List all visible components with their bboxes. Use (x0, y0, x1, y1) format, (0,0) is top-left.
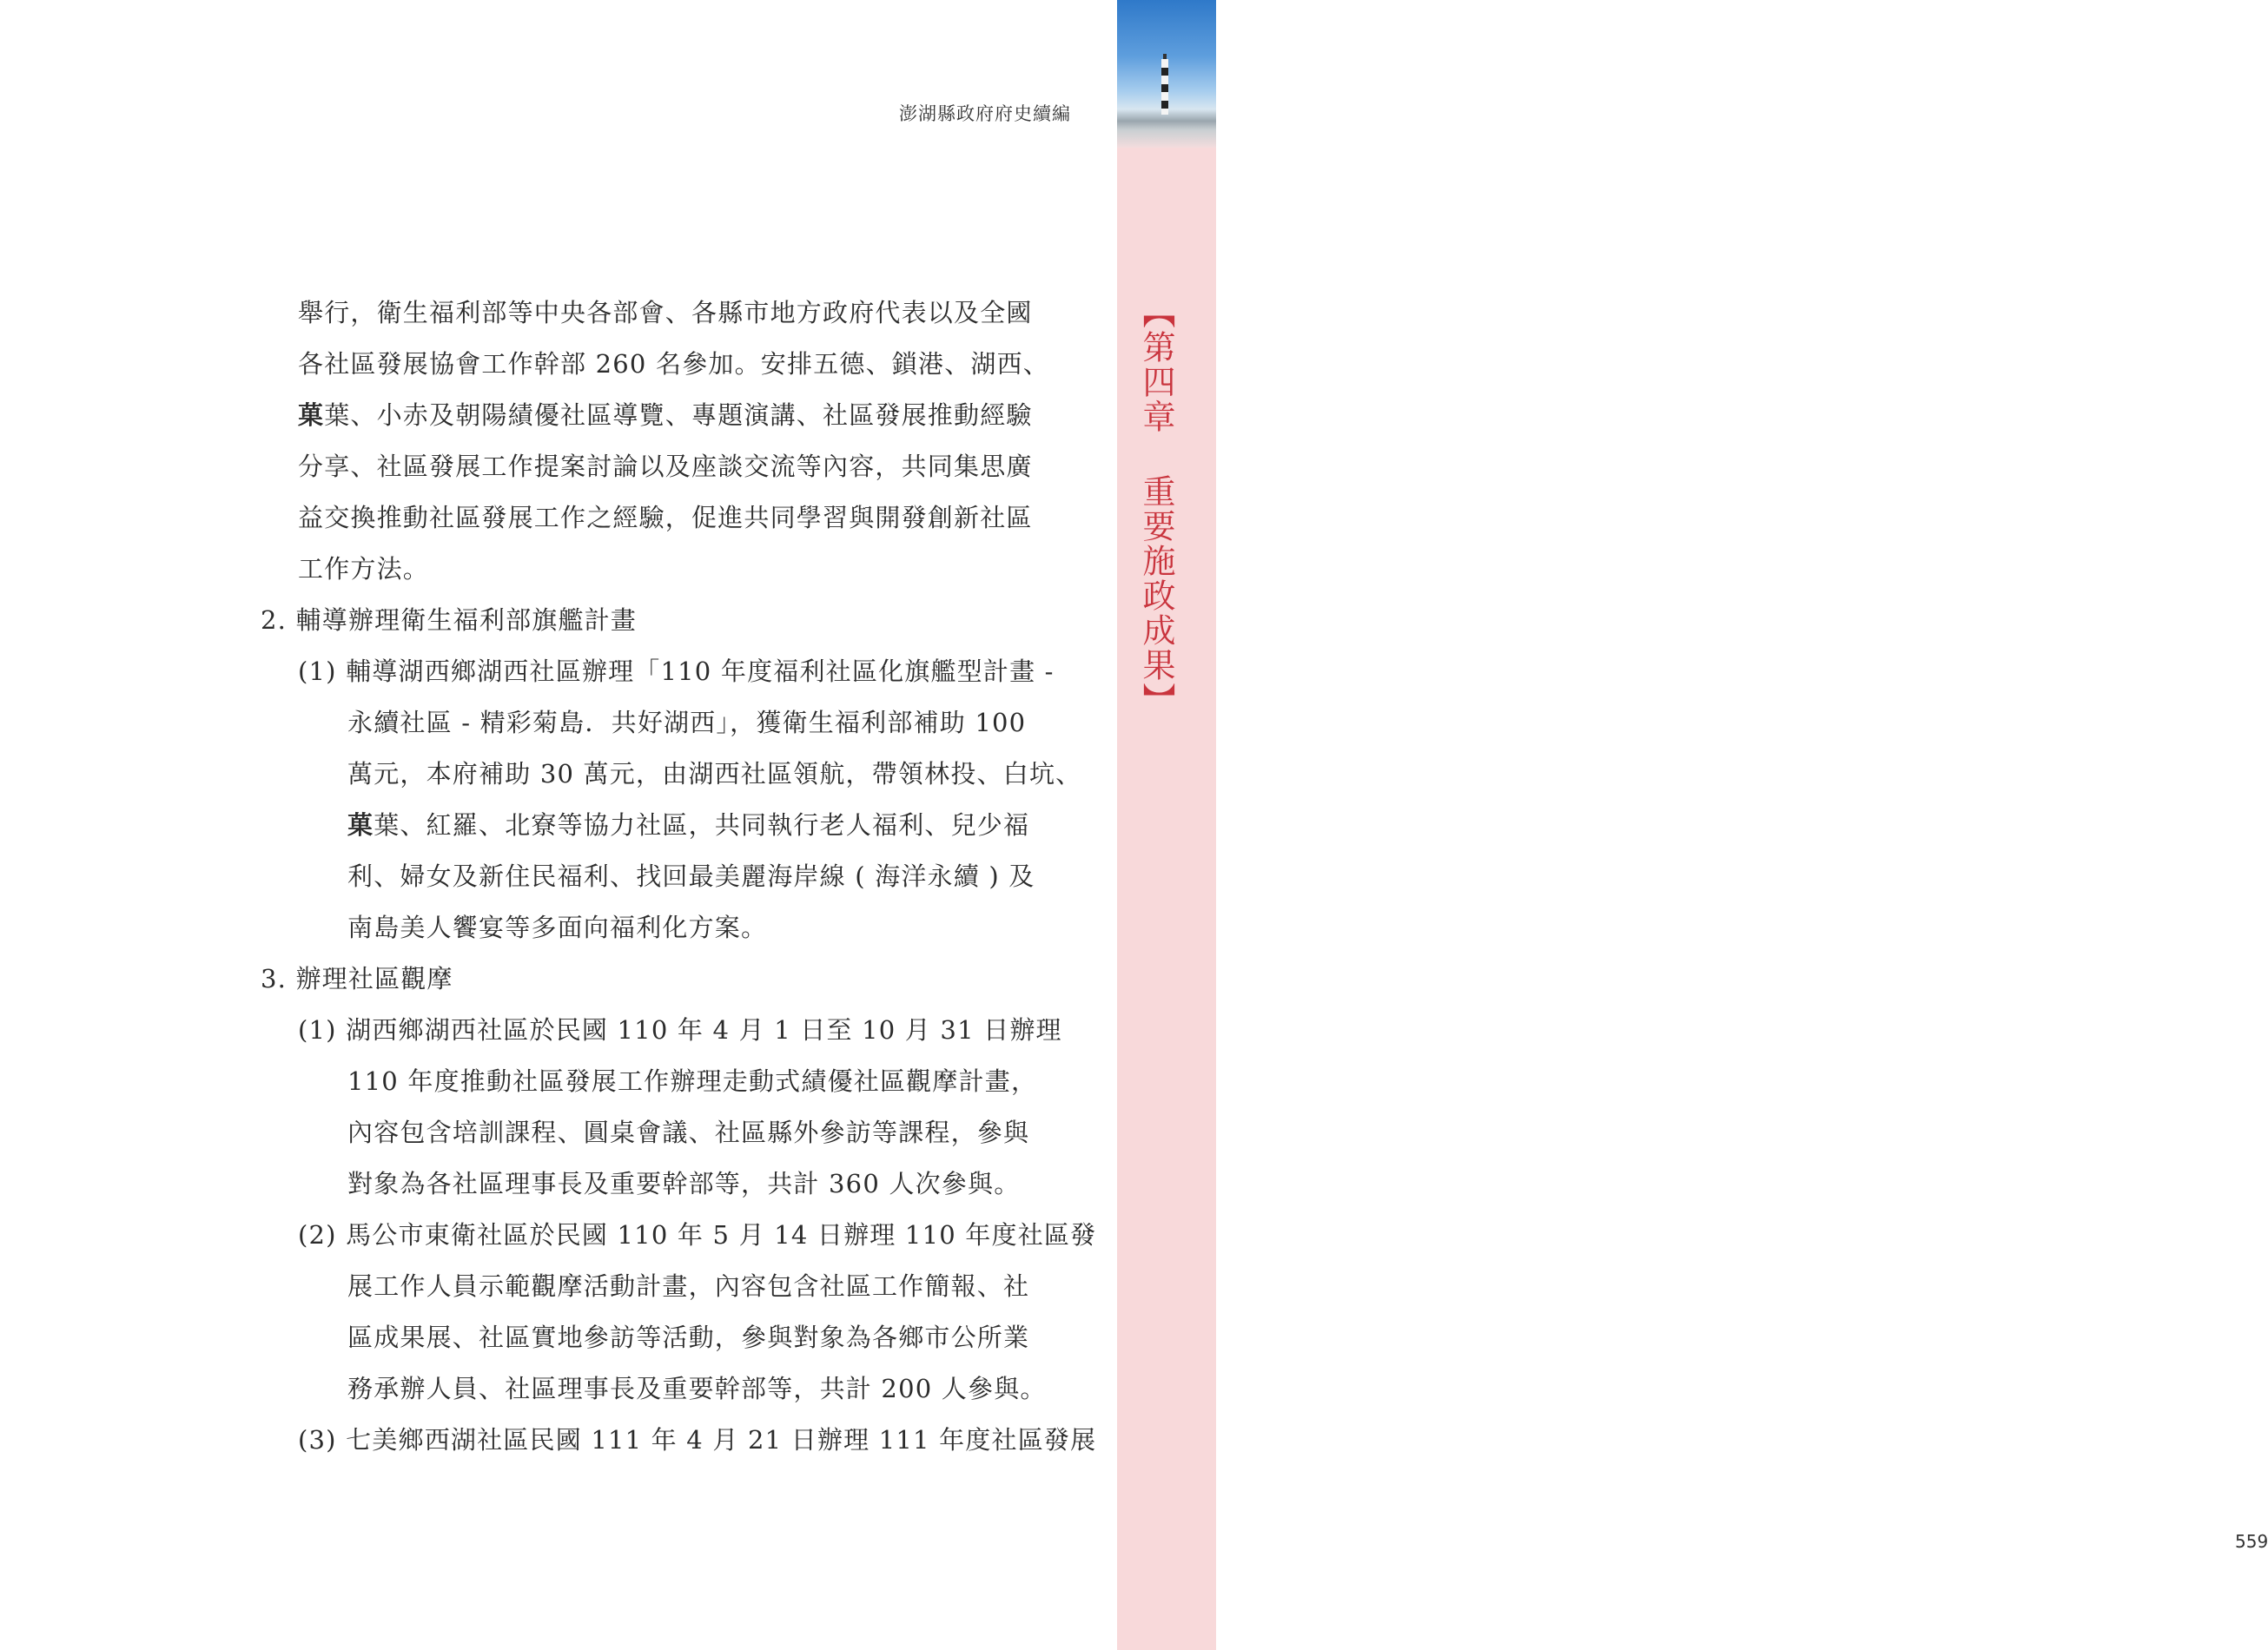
list-item-line: 區成果展、社區實地參訪等活動，參與對象為各鄉市公所業 (347, 1323, 1030, 1352)
body-line (298, 398, 1033, 432)
line-rest: 葉、小赤及朝陽績優社區導覽、專題演講、社區發展推動經驗 (324, 400, 1033, 430)
list-item-line: (1) 湖西鄉湖西社區於民國 110 年 4 月 1 日至 10 月 31 日辦理 (298, 1015, 1062, 1045)
chapter-title: 【第四章 重要施政成果】 (1137, 295, 1175, 717)
list-item-line: (2) 馬公市東衛社區於民國 110 年 5 月 14 日辦理 110 年度社區發 (298, 1220, 1097, 1250)
list-item-line: 展工作人員示範觀摩活動計畫，內容包含社區工作簡報、社 (347, 1271, 1030, 1301)
running-header-title: 澎湖縣政府府史續編 (899, 103, 1071, 124)
lighthouse-photo (1117, 0, 1216, 148)
list-item-line: 110 年度推動社區發展工作辦理走動式績優社區觀摩計畫， (347, 1066, 1038, 1096)
list-item-line: 利、婦女及新住民福利、找回最美麗海岸線 ( 海洋永續 ) 及 (347, 861, 1035, 891)
bold-char: 菓 (347, 810, 374, 840)
lighthouse-icon (1159, 54, 1171, 115)
line-rest: 葉、紅羅、北寮等協力社區，共同執行老人福利、兒少福 (374, 810, 1030, 840)
chapter-side-tab (1117, 0, 2268, 1650)
list-item-line: 南島美人饗宴等多面向福利化方案。 (347, 913, 768, 942)
list-item-line: 務承辦人員、社區理事長及重要幹部等，共計 200 人參與。 (347, 1374, 1047, 1403)
body-line: 益交換推動社區發展工作之經驗，促進共同學習與開發創新社區 (298, 503, 1033, 532)
list-item-line: 內容包含培訓課程、圓桌會議、社區縣外參訪等課程，參與 (347, 1118, 1030, 1147)
bold-char: 菓 (298, 400, 325, 430)
body-line: 各社區發展協會工作幹部 260 名參加。安排五德、鎖港、湖西、 (298, 349, 1049, 379)
body-line: 舉行，衛生福利部等中央各部會、各縣市地方政府代表以及全國 (298, 298, 1033, 327)
section-heading: 2. 輔導辦理衛生福利部旗艦計畫 (261, 605, 638, 635)
list-item-line: 永續社區 - 精彩菊島．共好湖西」，獲衛生福利部補助 100 (347, 708, 1027, 737)
body-line: 工作方法。 (298, 554, 430, 584)
list-item-line: (1) 輔導湖西鄉湖西社區辦理「110 年度福利社區化旗艦型計畫 - (298, 657, 1055, 686)
page-number: 559 (2235, 1531, 2268, 1552)
list-item-line: (3) 七美鄉西湖社區民國 111 年 4 月 21 日辦理 111 年度社區發展 (298, 1425, 1097, 1455)
section-heading: 3. 辦理社區觀摩 (261, 964, 453, 993)
list-item-line (347, 808, 1029, 842)
list-item-line: 萬元，本府補助 30 萬元，由湖西社區領航，帶領林投、白坑、 (347, 759, 1082, 789)
list-item-line: 對象為各社區理事長及重要幹部等，共計 360 人次參與。 (347, 1169, 1021, 1198)
body-line: 分享、社區發展工作提案討論以及座談交流等內容，共同集思廣 (298, 452, 1033, 481)
